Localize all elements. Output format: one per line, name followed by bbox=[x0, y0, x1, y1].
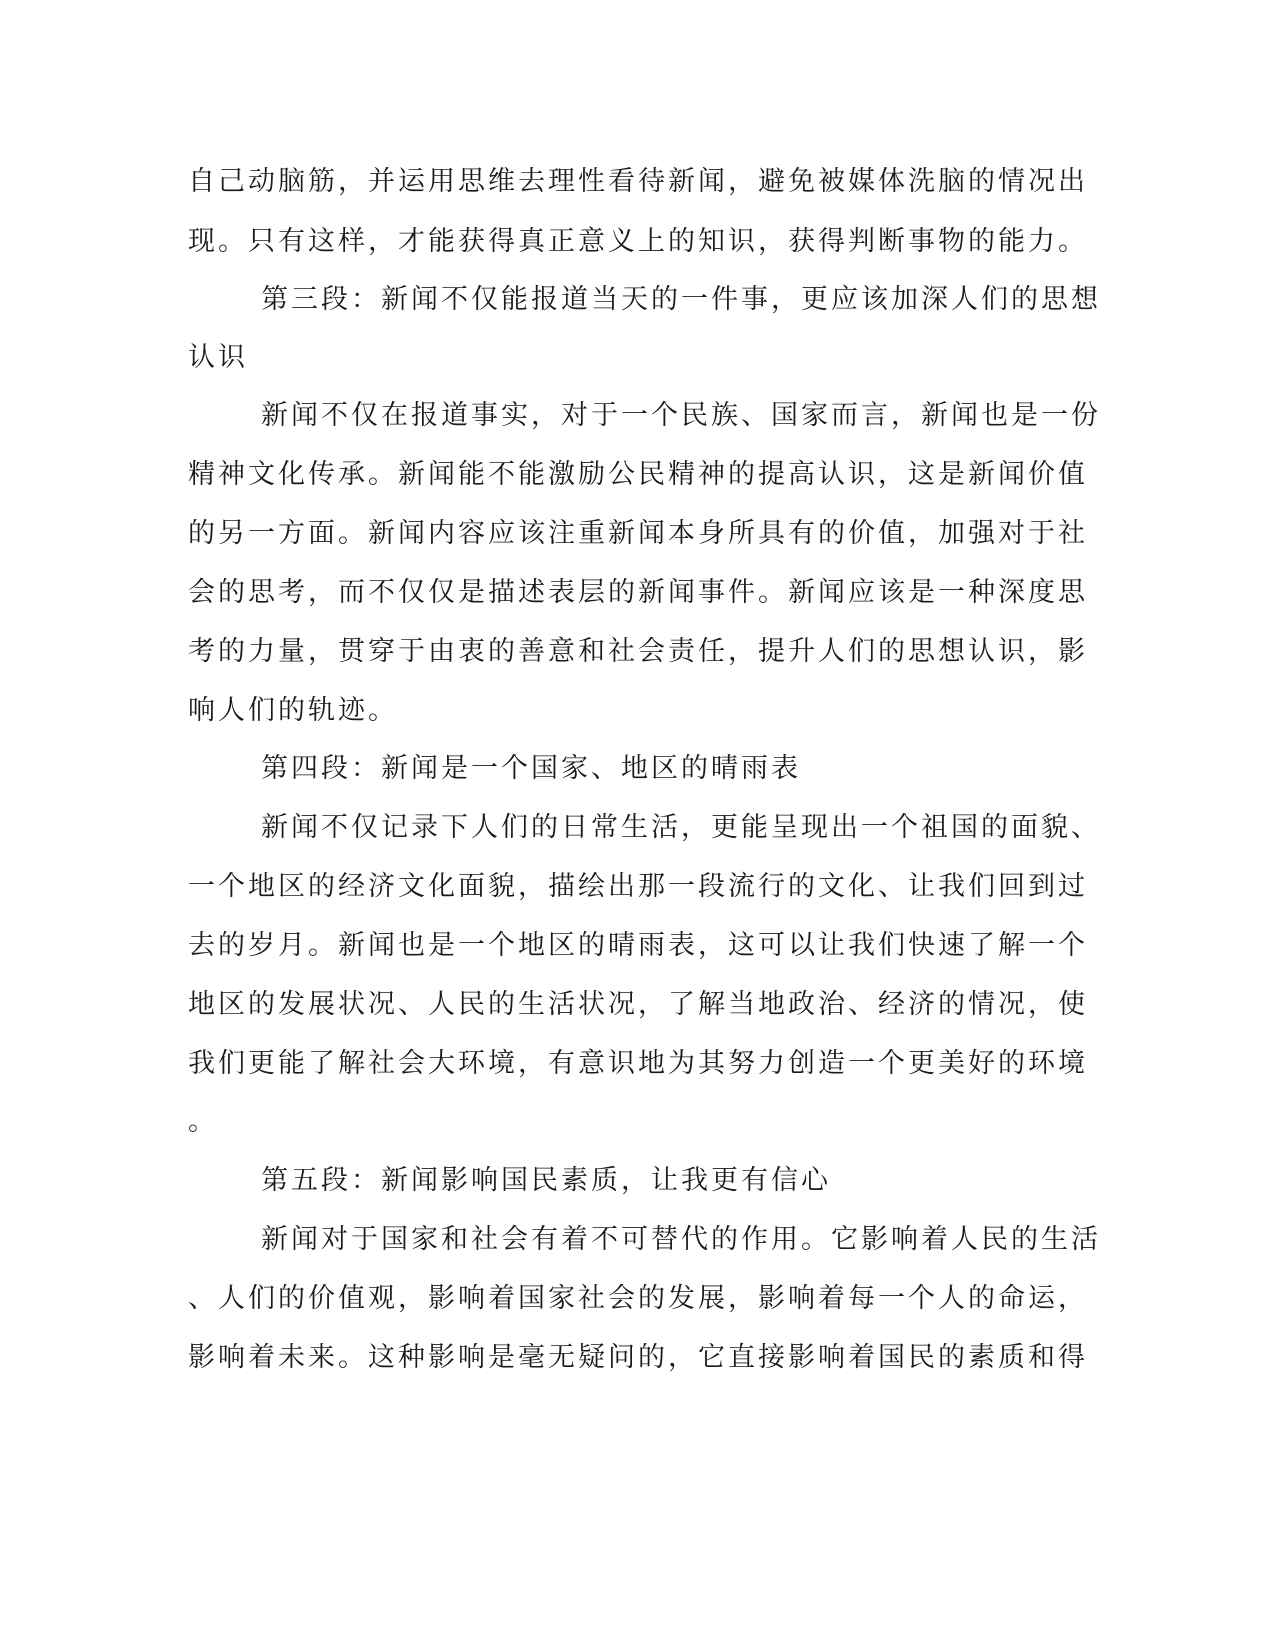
text-line: 精神文化传承。新闻能不能激励公民精神的提高认识，这是新闻价值 bbox=[188, 459, 1088, 490]
text-line: 我们更能了解社会大环境，有意识地为其努力创造一个更美好的环境 bbox=[188, 1048, 1088, 1079]
text-line: 。 bbox=[188, 1106, 218, 1137]
section-heading-5: 第五段：新闻影响国民素质，让我更有信心 bbox=[261, 1165, 831, 1196]
text-line: 一个地区的经济文化面貌，描绘出那一段流行的文化、让我们回到过 bbox=[188, 871, 1088, 902]
text-line: 的另一方面。新闻内容应该注重新闻本身所具有的价值，加强对于社 bbox=[188, 518, 1088, 549]
text-line: 现。只有这样，才能获得真正意义上的知识，获得判断事物的能力。 bbox=[188, 226, 1088, 257]
text-line: 地区的发展状况、人民的生活状况，了解当地政治、经济的情况，使 bbox=[188, 989, 1088, 1020]
text-line: 去的岁月。新闻也是一个地区的晴雨表，这可以让我们快速了解一个 bbox=[188, 930, 1088, 961]
section-heading-3-continued: 认识 bbox=[188, 342, 248, 373]
text-line: 新闻不仅在报道事实，对于一个民族、国家而言，新闻也是一份 bbox=[261, 400, 1101, 431]
text-line: 新闻对于国家和社会有着不可替代的作用。它影响着人民的生活 bbox=[261, 1224, 1101, 1255]
text-line: 会的思考，而不仅仅是描述表层的新闻事件。新闻应该是一种深度思 bbox=[188, 577, 1088, 608]
text-line: 自己动脑筋，并运用思维去理性看待新闻，避免被媒体洗脑的情况出 bbox=[188, 166, 1088, 197]
section-heading-4: 第四段：新闻是一个国家、地区的晴雨表 bbox=[261, 753, 801, 784]
text-line: 影响着未来。这种影响是毫无疑问的，它直接影响着国民的素质和得 bbox=[188, 1342, 1088, 1373]
section-heading-3: 第三段：新闻不仅能报道当天的一件事，更应该加深人们的思想 bbox=[261, 284, 1101, 315]
text-line: 响人们的轨迹。 bbox=[188, 695, 398, 726]
text-line: 考的力量，贯穿于由衷的善意和社会责任，提升人们的思想认识，影 bbox=[188, 636, 1088, 667]
text-line: 新闻不仅记录下人们的日常生活，更能呈现出一个祖国的面貌、 bbox=[261, 812, 1101, 843]
text-line: 、人们的价值观，影响着国家社会的发展，影响着每一个人的命运， bbox=[188, 1283, 1088, 1314]
